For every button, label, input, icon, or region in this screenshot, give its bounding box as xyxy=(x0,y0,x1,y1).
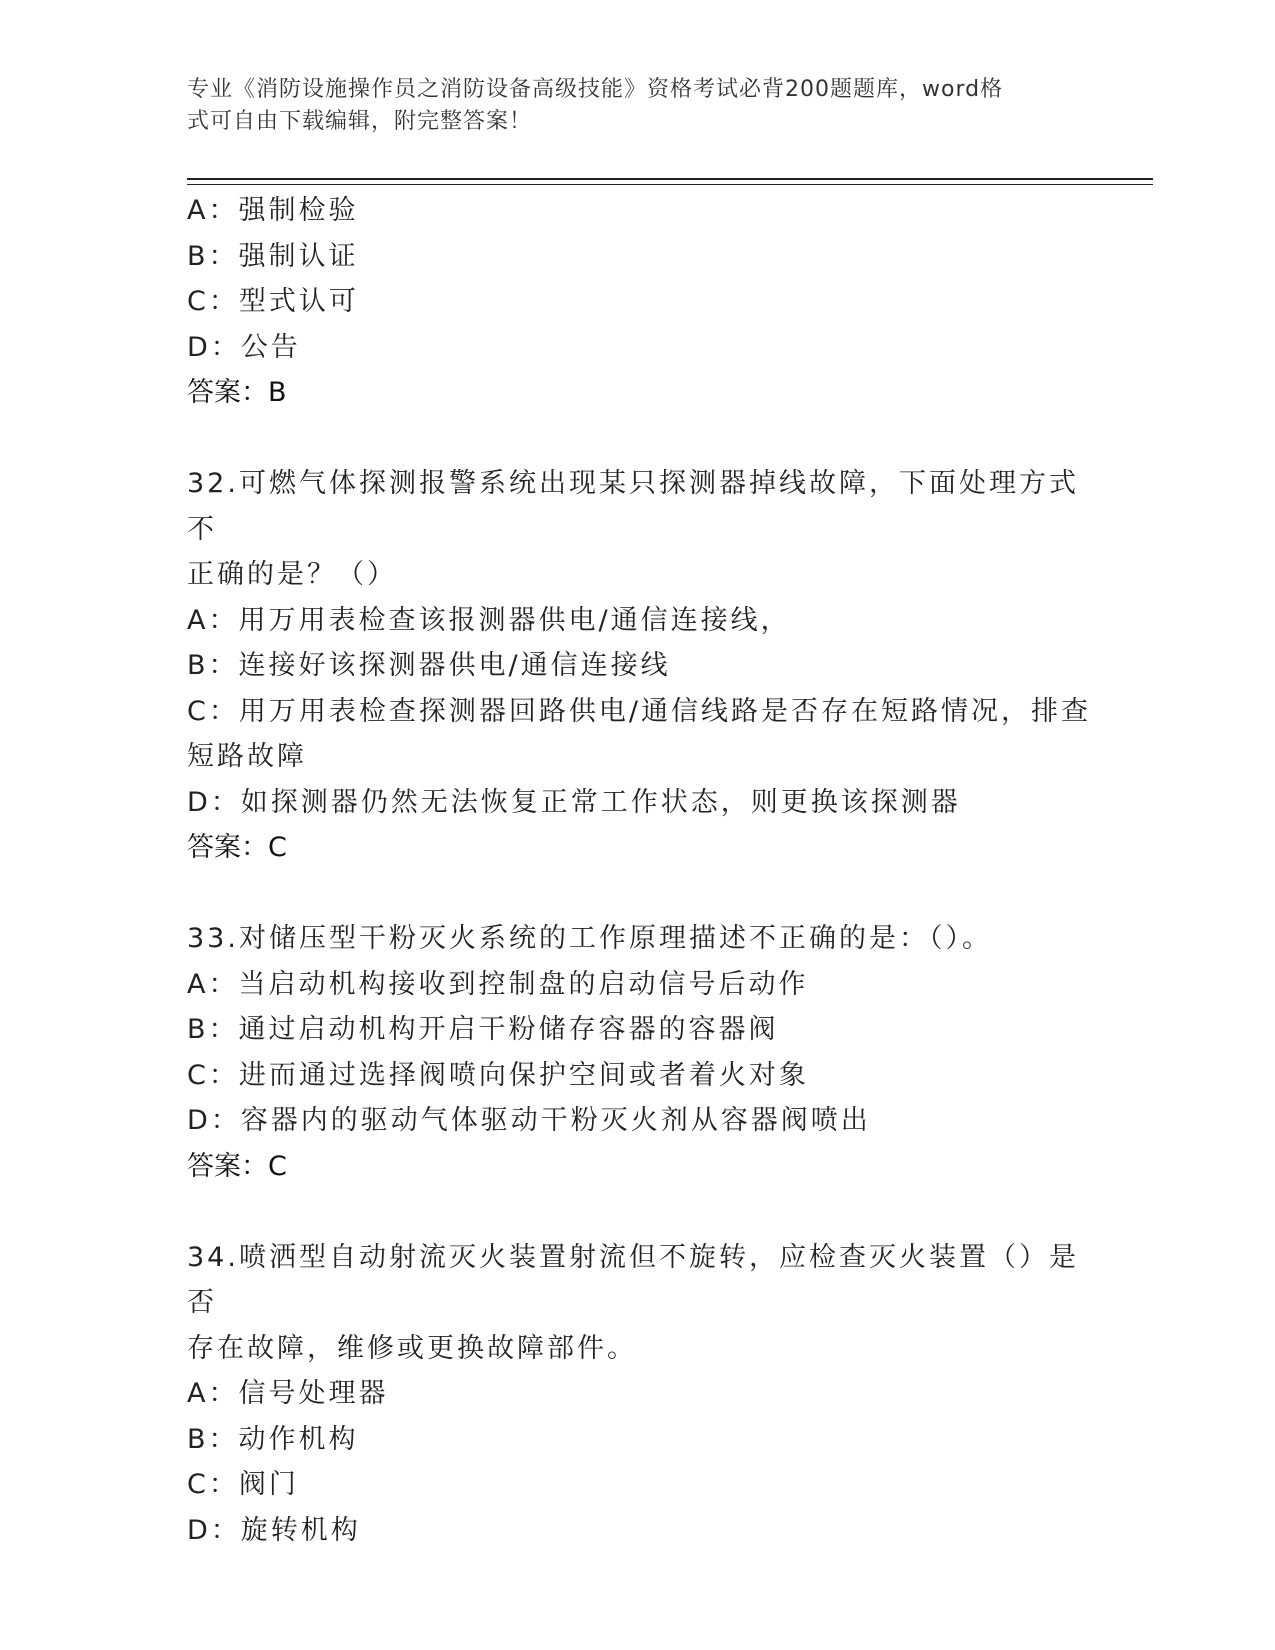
option-b: B：连接好该探测器供电/通信连接线 xyxy=(187,650,671,681)
spacer xyxy=(187,1189,1087,1235)
option-a: A：用万用表检查该报测器供电/通信连接线， xyxy=(187,604,791,636)
question-text-line-1: 32.可燃气体探测报警系统出现某只探测器掉线故障，下面处理方式不 xyxy=(187,468,1079,545)
question-32 xyxy=(187,461,1091,871)
option-a: A：信号处理器 xyxy=(187,1378,389,1409)
answer: 答案：B xyxy=(187,377,287,408)
option-d: D：公告 xyxy=(187,331,301,363)
question-31 xyxy=(187,188,1087,416)
answer: 答案：C xyxy=(187,1150,287,1182)
document-header xyxy=(187,74,1067,138)
option-d: D：旋转机构 xyxy=(187,1514,361,1546)
spacer xyxy=(187,871,1087,917)
option-b: B：强制认证 xyxy=(187,240,359,272)
option-b: B：通过启动机构开启干粉储存容器的容器阀 xyxy=(187,1014,779,1045)
header-title-line-1: 专业《消防设施操作员之消防设备高级技能》资格考试必背200题题库，word格 xyxy=(187,77,1004,102)
option-d: D：如探测器仍然无法恢复正常工作状态，则更换该探测器 xyxy=(187,786,961,818)
option-d: D：容器内的驱动气体驱动干粉灭火剂从容器阀喷出 xyxy=(187,1105,871,1136)
question-text-line-1: 34.喷洒型自动射流灭火装置射流但不旋转，应检查灭火装置（）是否 xyxy=(187,1241,1079,1318)
option-c: C：进而通过选择阀喷向保护空间或者着火对象 xyxy=(187,1059,809,1091)
option-c: C：型式认可 xyxy=(187,286,359,317)
option-c-continued: 短路故障 xyxy=(187,741,307,772)
question-text-line-2: 存在故障，维修或更换故障部件。 xyxy=(187,1332,637,1364)
question-text-line-2: 正确的是？（） xyxy=(187,559,397,590)
question-33 xyxy=(187,916,1087,1189)
header-divider-thin xyxy=(187,184,1153,185)
spacer xyxy=(187,416,1087,462)
document-body xyxy=(187,188,1091,1553)
option-c: C：用万用表检查探测器回路供电/通信线路是否存在短路情况，排查 xyxy=(187,695,1091,727)
option-a: A：强制检验 xyxy=(187,195,359,226)
option-b: B：动作机构 xyxy=(187,1423,359,1455)
question-text: 33.对储压型干粉灭火系统的工作原理描述不正确的是：（）。 xyxy=(187,923,992,954)
option-a: A：当启动机构接收到控制盘的启动信号后动作 xyxy=(187,968,809,1000)
answer: 答案：C xyxy=(187,832,287,863)
header-divider-thick xyxy=(187,178,1153,180)
option-c: C：阀门 xyxy=(187,1469,299,1500)
header-title-line-2: 式可自由下载编辑，附完整答案！ xyxy=(187,109,533,134)
question-34 xyxy=(187,1235,1087,1554)
